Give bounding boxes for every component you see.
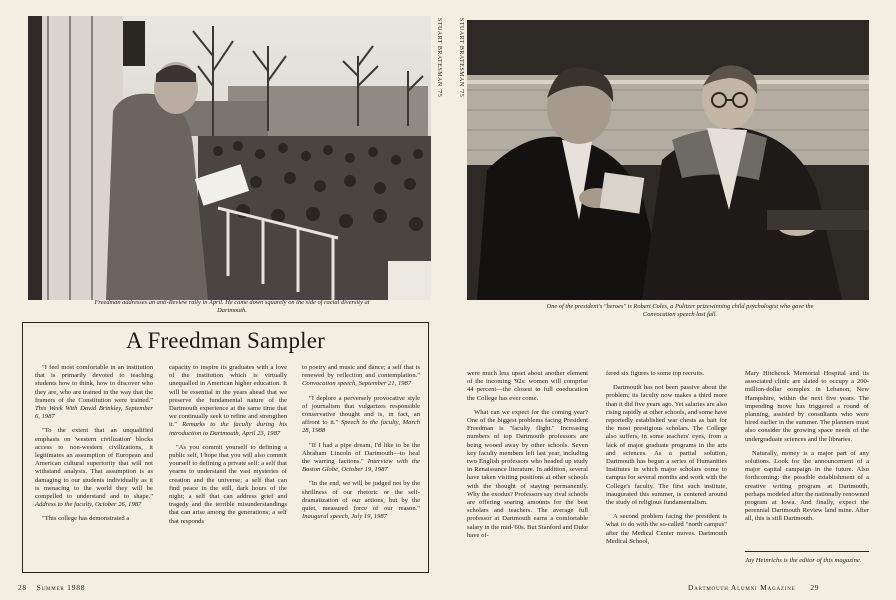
convocation-photo-credit: STUART BRATESMAN '75	[458, 18, 464, 98]
quote-source: Interview with the Boston Globe, October 19, 1987	[302, 458, 420, 474]
article-column-1	[467, 370, 588, 546]
sampler-column-1	[35, 364, 153, 530]
paragraph: Naturally, money is a major part of any solutions. Look for the announcement of a major capital campaign in the future. Also forthcoming: the possible establishment of a creative writing program at Dartmouth, perhaps modeled after the nationally renowned program at Iowa. And finally, expect the perennial Dartmouth Review land mine. After all, this is still Dartmouth.	[745, 449, 869, 523]
editor-note-rule	[745, 551, 869, 552]
quote	[302, 442, 420, 475]
quote-source: This Week With David Brinkley, September 6, 1987	[35, 405, 153, 421]
article-column-3	[745, 370, 869, 530]
rally-photo-caption: Freedman addresses an anti-Review rally in April. He came down squarely on the side of racial diversity at Dartmouth.	[94, 299, 370, 314]
convocation-photo-caption: One of the president's "heroes" is Robert Coles, a Pulitzer prizewinning child psychologist who gave the Convocation speech last fall.	[546, 303, 814, 318]
right-page-number: 29	[810, 583, 820, 592]
sampler-title: A Freedman Sampler	[125, 328, 326, 353]
quote-text: capacity to inspire its graduates with a love of the institution which is virtually unequalled in American higher education. It will be essential in the years ahead that we preserve the fundamental nature of the Dartmouth experience at the same time that we continually seek to refine and strengthen it."	[169, 364, 287, 429]
quote-text: "If I had a pipe dream, I'd like to be the Abraham Lincoln of Dartmouth—to heal the warring factions."	[302, 441, 420, 466]
article-column-2	[606, 370, 727, 552]
sampler-sidebar	[22, 322, 429, 573]
quote-text: to poetry and music and dance; a self that is renewed by reflection and contemplation."	[302, 364, 420, 380]
right-page-footer	[688, 583, 819, 592]
quote-text: "I deplore a perversely provocative style of journalism that vulgarizes responsible conservative thought and is, in fact, an affront to it."	[302, 394, 420, 427]
paragraph: Mary Hitchcock Memorial Hospital and its associated clinic are slated to occupy a 200-million-dollar complex in Lebanon, New Hampshire, within the next five years. The impending move has triggered a round of planning, assisted by consultants who were hired earlier in the summer. The planners must also consider the growing space needs of the undergraduate sciences and the libraries.	[745, 370, 869, 443]
quote-text: "To the extent that an unqualified emphasis on 'western civilization' blocks access to non-western civilizations, it legitimates an assumption of European and American cultural superiority that will not withstand analysis. That assumption is as damaging to our students individually as it is menacing to the world they will be compelled to understand and to shape."	[35, 427, 153, 501]
quote-text: "As you commit yourself to defining a public self, I hope that you will also commit yourself to defining a private self: a self that yearns to understand the vast mysteries of creation and the universe; a self that can find peace in the still, dark hours of the night; a self that can address grief and tragedy and the terrible misunderstandings that can arise among the generations; a self that responds	[169, 443, 287, 525]
magazine-name: Dartmouth Alumni Magazine	[688, 583, 796, 592]
left-issue-label: Summer 1988	[36, 583, 86, 592]
quote-source: Address to the faculty, October 26, 1987	[35, 501, 142, 509]
quote	[302, 364, 420, 389]
paragraph: Dartmouth has not been passive about the problem; its faculty now makes a third more than it did five years ago. Yet salaries are also rising rapidly at other schools, and some have reportedly established war chests as bait for the most prestigious scholars. The College also suffers, in some teachers' eyes, from a lack of major graduate programs in the arts and sciences. As a partial solution, Dartmouth has begun a series of Humanities Institutes in which major scholars come to campus for several months and work with the College's faculty. The first such institute, inaugurated this summer, is centered around the study of religious fundamentalism.	[606, 384, 727, 507]
sampler-column-3	[302, 364, 420, 527]
quote	[35, 515, 153, 523]
paragraph: A second problem facing the president is what to do with the so-called "north campus" after the Medical Center moves. Dartmouth Medical School,	[606, 513, 727, 545]
paragraph: were much less upset about another element of the incoming '92s: women will comprise 44 percent—the closest to full coeducation the College has ever come.	[467, 370, 588, 402]
rally-photo-illustration	[28, 16, 431, 300]
editor-note: Jay Heinrichs is the editor of this magazine.	[745, 557, 862, 564]
quote-source: Remarks to the faculty during his introduction to Dartmouth, April 23, 1987	[169, 421, 287, 437]
quote-text: "I feel most comfortable in an institution that is primarily devoted to teaching students how to think, how to discover who they are, who are trained in the way that the framers of the Constitution were trained."	[35, 364, 153, 404]
sampler-column-2	[169, 364, 287, 532]
quote	[169, 444, 287, 526]
left-page-number: 28	[18, 583, 27, 592]
quote	[302, 480, 420, 521]
paragraph: fered six figures to some top recruits.	[606, 370, 705, 377]
paragraph: What can we expect for the coming year? One of the biggest problems facing President Freedman is "faculty flight." Increasing numbers of top Dartmouth professors are being wooed away by other schools. Seven key faculty members left last year, including two English professors who headed up study in Renaissance literature. In addition, several have taken visiting positions at other schools with the thought of staying permanently. Why the exodus? Professors say rival schools are offering soaring amounts for the best scholars and teachers. The average full professor at Dartmouth earns a comfortable salary in the mid-'60s. But Stanford and Duke have of-	[467, 408, 588, 539]
convocation-photo-illustration	[467, 20, 869, 300]
left-page-footer	[18, 583, 85, 592]
quote-text: "This college has demonstrated a	[42, 515, 130, 523]
quote-source: Convocation speech, September 21, 1987	[302, 380, 412, 388]
quote-source: Speech to the faculty, March 28, 1988	[302, 419, 420, 435]
convocation-photo	[467, 20, 869, 300]
quote	[169, 364, 287, 438]
rally-photo	[28, 16, 431, 300]
quote	[35, 427, 153, 509]
quote-text: "In the end, we will be judged not by the shrillness of our rhetoric or the self-dramatization of our actions, but by the quiet, measured force of our reason."	[302, 480, 420, 513]
rally-photo-credit: STUART BRATESMAN '75	[436, 18, 442, 98]
quote	[302, 395, 420, 436]
quote-source: Inaugural speech, July 19, 1987	[302, 513, 387, 521]
quote	[35, 364, 153, 421]
